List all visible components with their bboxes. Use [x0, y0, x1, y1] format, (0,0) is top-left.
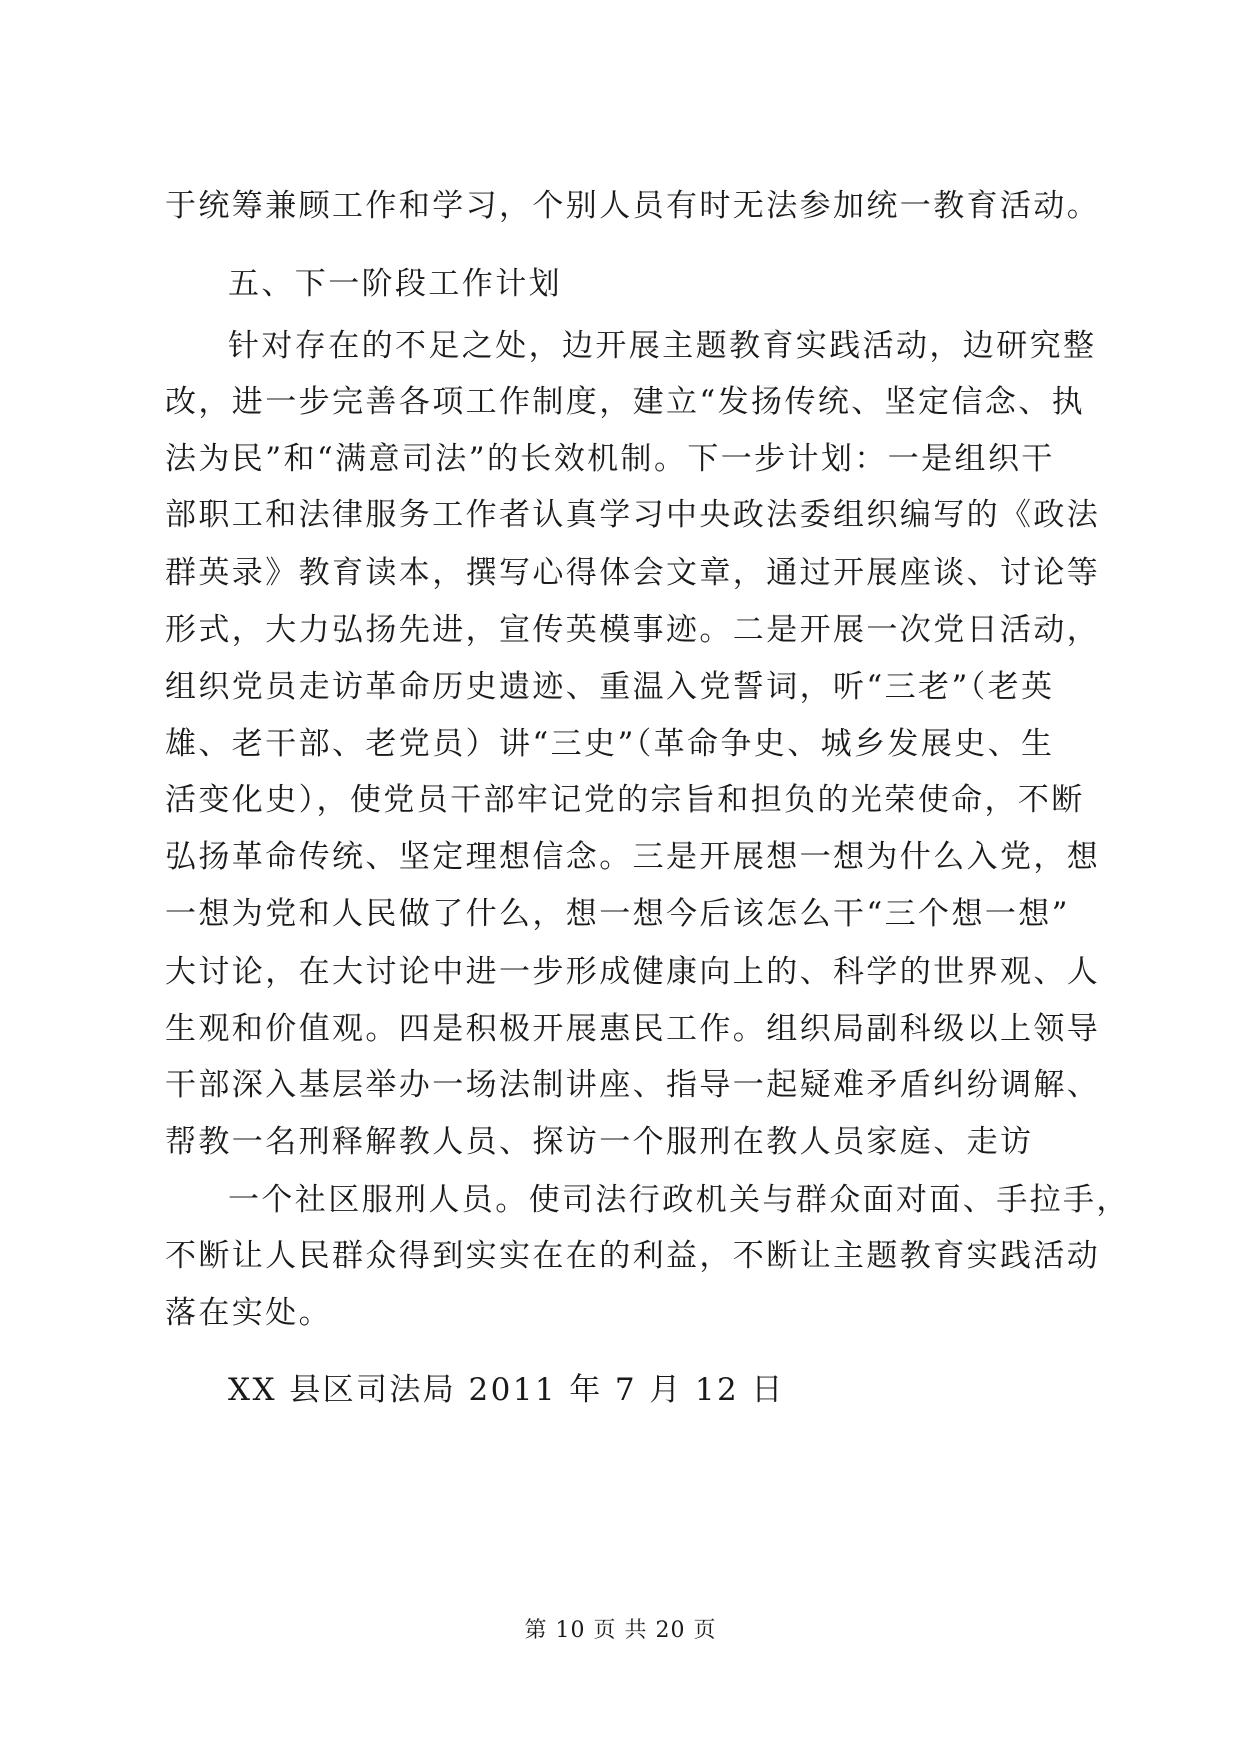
text-line: 弘扬革命传统、坚定理想信念。三是开展想一想为什么入党，想 [165, 839, 1101, 875]
text-line: 一想为党和人民做了什么，想一想今后该怎么干“三个想一想” [165, 896, 1070, 932]
text-line: 形式，大力弘扬先进，宣传英模事迹。二是开展一次党日活动， [165, 612, 1101, 648]
text-line: 部职工和法律服务工作者认真学习中央政法委组织编写的《政法 [165, 497, 1101, 533]
text-line: 针对存在的不足之处，边开展主题教育实践活动，边研究整 [228, 328, 1097, 364]
page-number-footer: 第 10 页 共 20 页 [524, 1618, 717, 1643]
section-heading: 五、下一阶段工作计划 [228, 266, 562, 302]
text-line: 于统筹兼顾工作和学习，个别人员有时无法参加统一教育活动。 [165, 188, 1101, 224]
text-line: 落在实处。 [165, 1295, 332, 1331]
text-line: 生观和价值观。四是积极开展惠民工作。组织局副科级以上领导 [165, 1011, 1101, 1047]
text-line: 不断让人民群众得到实实在在的利益，不断让主题教育实践活动 [165, 1238, 1101, 1274]
text-line: 组织党员走访革命历史遗迹、重温入党誓词，听“三老”（老英 [165, 669, 1055, 705]
text-line: 干部深入基层举办一场法制讲座、指导一起疑难矛盾纠纷调解、 [165, 1067, 1101, 1103]
text-line: 雄、老干部、老党员）讲“三史”（革命争史、城乡发展史、生 [165, 726, 1055, 762]
signature-date-line: XX 县区司法局 2011 年 7 月 12 日 [228, 1372, 785, 1408]
text-line: 一个社区服刑人员。使司法行政机关与群众面对面、手拉手， [228, 1182, 1130, 1218]
text-line: 大讨论，在大讨论中进一步形成健康向上的、科学的世界观、人 [165, 954, 1101, 990]
text-line: 法为民”和“满意司法”的长效机制。下一步计划：一是组织干 [165, 441, 1055, 477]
text-line: 活变化史），使党员干部牢记党的宗旨和担负的光荣使命，不断 [165, 782, 1085, 818]
text-line: 改，进一步完善各项工作制度，建立“发扬传统、坚定信念、执 [165, 384, 1086, 420]
text-line: 群英录》教育读本，撰写心得体会文章，通过开展座谈、讨论等 [165, 555, 1101, 591]
text-line: 帮教一名刑释解教人员、探访一个服刑在教人员家庭、走访 [165, 1124, 1034, 1160]
